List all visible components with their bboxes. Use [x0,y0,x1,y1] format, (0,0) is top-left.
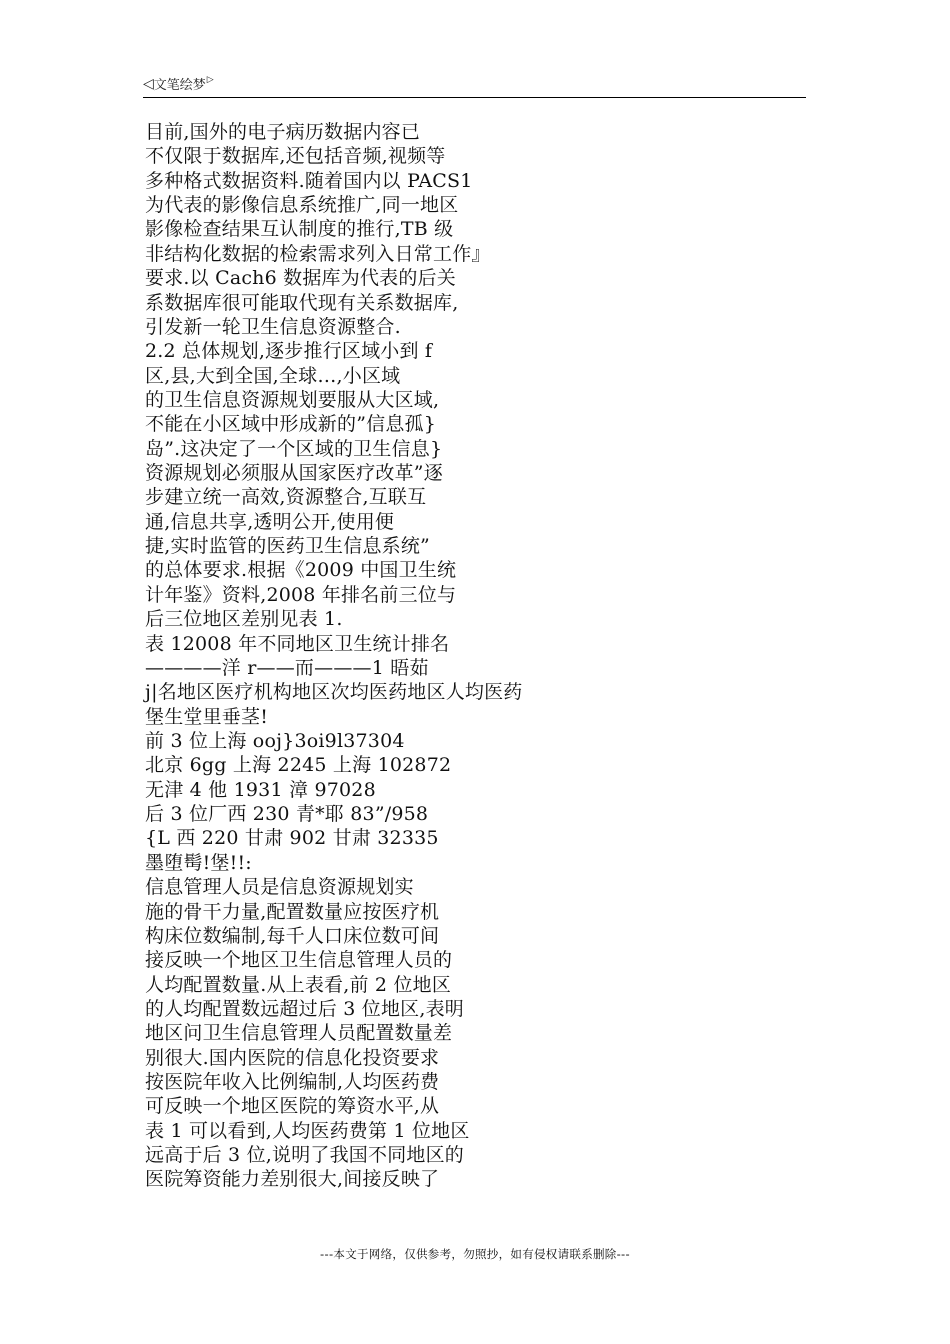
table-row-line: 前 3 位上海 ooj}3oi9l37304 [145,729,405,752]
text-line: 不仅限于数据库,还包括音频,视频等 [145,145,446,168]
text-line: 计年鉴》资料,2008 年排名前三位与 [145,583,457,606]
table-caption: 表 12008 年不同地区卫生统计排名 [145,632,450,655]
text-line: 的人均配置数远超过后 3 位地区,表明 [145,997,465,1020]
header-title: 文笔绘梦 [153,78,206,93]
text-line: 后三位地区差别见表 1. [145,608,343,631]
right-triangle-icon: ▷ [206,75,214,85]
page-header [143,74,214,93]
header-divider [143,97,806,98]
table-header-line: j|名地区医疗机构地区次均医药地区人均医药 [145,681,523,704]
table-footer-line: 墨堕髩!堡!!: [145,851,252,874]
page-footer: ---本文于网络，仅供参考，勿照抄，如有侵权请联系删除--- [320,1247,630,1261]
text-line: 引发新一轮卫生信息资源整合. [145,315,401,338]
table-row-line: 后 3 位厂西 230 青*耶 83”/958 [145,803,429,826]
text-line: 构床位数编制,每千人口床位数可间 [145,924,440,947]
text-line: 可反映一个地区医院的筹资水平,从 [145,1095,440,1118]
text-line: 表 1 可以看到,人均医药费第 1 位地区 [145,1119,470,1142]
text-line: 的总体要求.根据《2009 中国卫生统 [145,559,457,582]
text-line: 信息管理人员是信息资源规划实 [145,876,414,899]
text-line: 不能在小区域中形成新的”信息孤} [145,413,437,436]
text-line: 区,县,大到全国,全球…,小区域 [145,364,401,387]
document-body [145,120,705,1192]
text-line: 捷,实时监管的医药卫生信息系统” [145,535,430,558]
table-rule-line: ————洋 r——而———1 晤茹 [145,656,429,679]
text-line: 医院筹资能力差别很大,间接反映了 [145,1168,440,1191]
table-row-line: 北京 6gg 上海 2245 上海 102872 [145,754,452,777]
text-line: 要求.以 Cach6 数据库为代表的后关 [145,267,456,290]
text-line: 施的骨干力量,配置数量应按医疗机 [145,900,440,923]
text-line: 按医院年收入比例编制,人均医药费 [145,1071,440,1094]
text-line: 系数据库很可能取代现有关系数据库, [145,291,459,314]
text-line: 岛”.这决定了一个区域的卫生信息} [145,437,443,460]
table-row-line: 无津 4 他 1931 漳 97028 [145,778,376,801]
text-line: 接反映一个地区卫生信息管理人员的 [145,949,453,972]
text-line: 人均配置数量.从上表看,前 2 位地区 [145,973,452,996]
text-line: 地区问卫生信息管理人员配置数量差 [145,1022,453,1045]
text-line: 远高于后 3 位,说明了我国不同地区的 [145,1144,465,1167]
left-triangle-icon: ◁ [143,75,154,92]
table-row-line: {L 西 220 甘肃 902 甘肃 32335 [145,827,439,850]
text-line: 多种格式数据资料.随着国内以 PACS1 [145,169,473,192]
text-line: 资源规划必须服从国家医疗改革”逐 [145,462,443,485]
table-header-line: 堡生堂里垂茎! [145,705,269,728]
text-line: 通,信息共享,透明公开,使用便 [145,510,395,533]
text-line: 为代表的影像信息系统推广,同一地区 [145,194,459,217]
text-line: 别很大.国内医院的信息化投资要求 [145,1046,440,1069]
text-line: 目前,国外的电子病历数据内容已 [145,121,421,143]
text-line: 的卫生信息资源规划要服从大区域, [145,388,440,411]
text-line: 影像检查结果互认制度的推行,TB 级 [145,218,454,241]
section-heading-line: 2.2 总体规划,逐步推行区域小到 f [145,340,433,363]
text-line: 步建立统一高效,资源整合,互联互 [145,486,427,509]
text-line: 非结构化数据的检索需求列入日常工作』 [145,242,491,265]
